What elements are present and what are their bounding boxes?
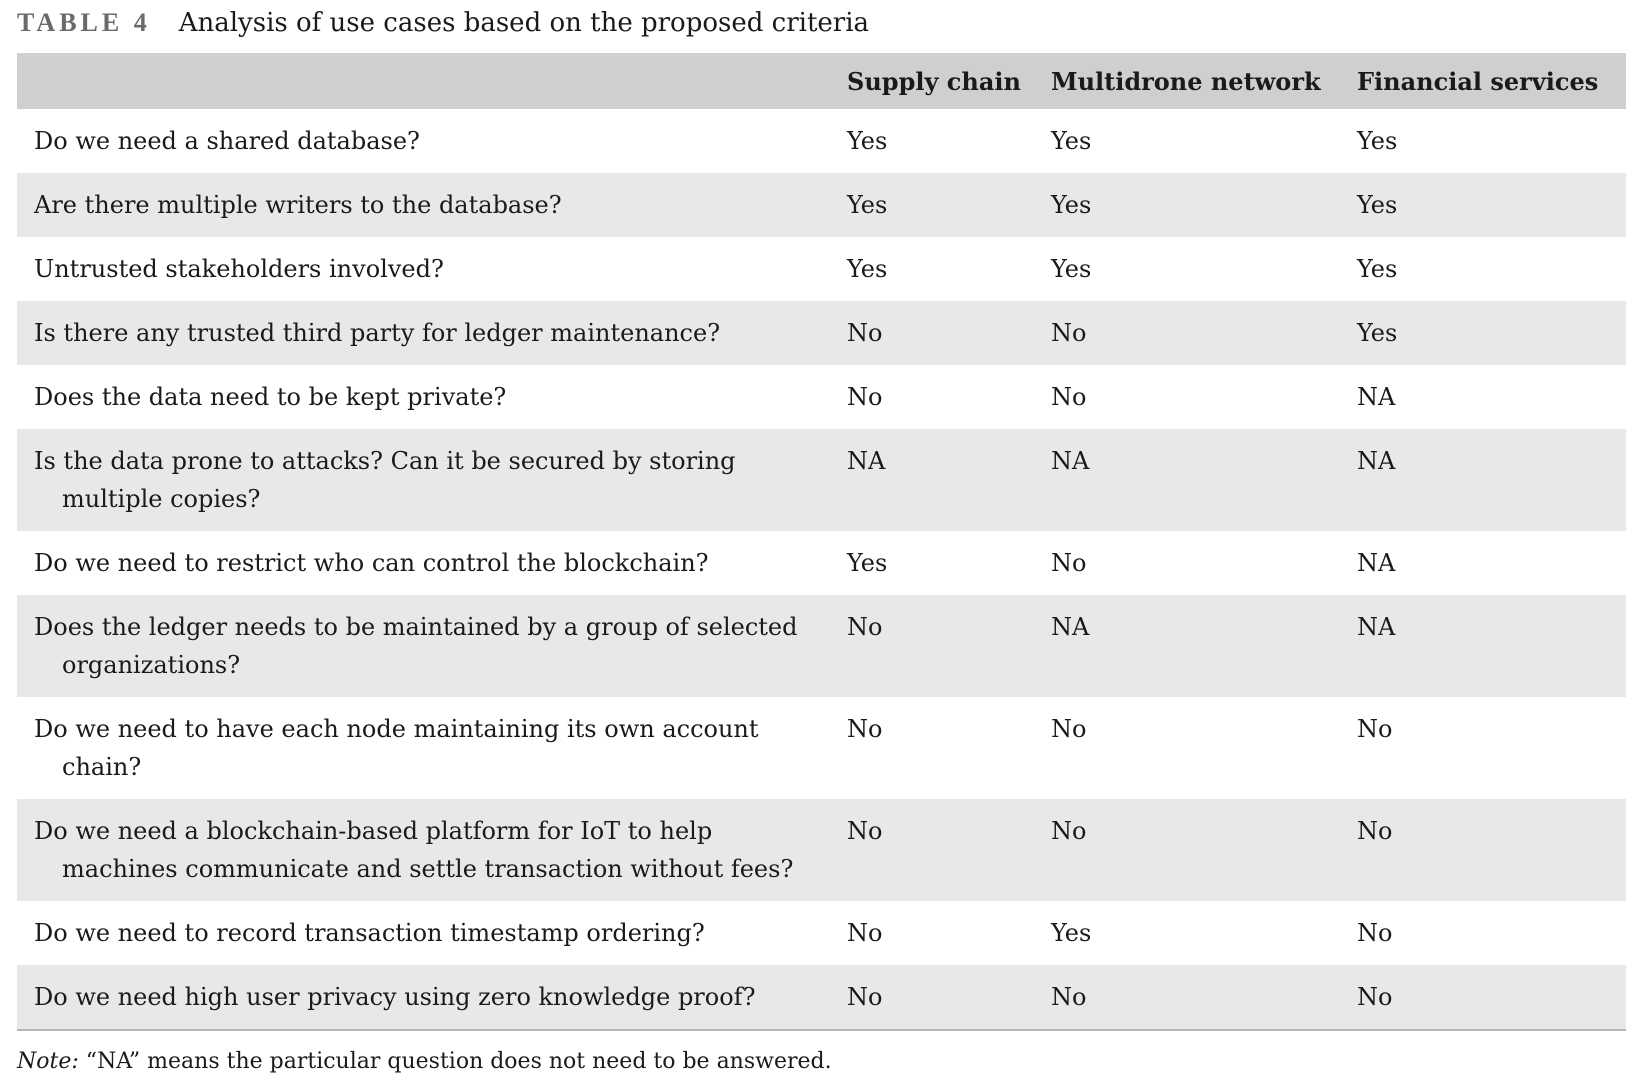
multidrone-cell: NA [1051, 595, 1357, 697]
supply-chain-cell: No [847, 595, 1051, 697]
criteria-table [17, 53, 1626, 1031]
question-cell [17, 173, 847, 237]
header-blank [17, 53, 847, 109]
question-text: Do we need a shared database? [34, 127, 420, 155]
table-row [17, 965, 1626, 1030]
question-text: Do we need to restrict who can control the blockchain? [34, 549, 709, 577]
question-cell [17, 237, 847, 301]
question-text: Is there any trusted third party for ledger maintenance? [34, 319, 721, 347]
supply-chain-cell: Yes [847, 255, 888, 283]
supply-chain-cell: No [847, 715, 883, 743]
financial-cell: NA [1357, 549, 1396, 577]
supply-chain-cell: No [847, 383, 883, 411]
multidrone-cell: Yes [1051, 173, 1357, 237]
financial-cell: Yes [1357, 255, 1398, 283]
table-note [17, 1049, 1626, 1074]
question-cell [17, 109, 847, 173]
table-row [17, 697, 1626, 799]
multidrone-cell: No [1051, 301, 1357, 365]
question-text: Do we need to have each node maintaining its own account chain? [34, 715, 759, 781]
supply-chain-cell: No [847, 965, 1051, 1030]
question-text: Does the ledger needs to be maintained by a group of selected organizations? [34, 613, 798, 679]
question-cell [17, 799, 847, 901]
question-cell [17, 531, 847, 595]
note-lead: Note: [17, 1049, 79, 1074]
question-text: Untrusted stakeholders involved? [34, 255, 444, 283]
financial-cell: No [1357, 919, 1393, 947]
financial-cell: No [1357, 965, 1626, 1030]
multidrone-cell: Yes [1051, 919, 1092, 947]
multidrone-cell: Yes [1051, 127, 1092, 155]
table-row [17, 595, 1626, 697]
financial-cell: NA [1357, 595, 1626, 697]
financial-cell: Yes [1357, 173, 1626, 237]
multidrone-cell: NA [1051, 429, 1357, 531]
table-row [17, 109, 1626, 173]
question-text: Is the data prone to attacks? Can it be secured by storing multiple copies? [34, 447, 736, 513]
supply-chain-cell: No [847, 799, 1051, 901]
financial-cell: Yes [1357, 127, 1398, 155]
financial-cell: Yes [1357, 301, 1626, 365]
question-text: Does the data need to be kept private? [34, 383, 507, 411]
table-number: TABLE 4 [17, 7, 151, 37]
table-row [17, 173, 1626, 237]
financial-cell: NA [1357, 383, 1396, 411]
table-row [17, 531, 1626, 595]
note-text: “NA” means the particular question does not need to be answered. [78, 1049, 832, 1074]
question-cell [17, 301, 847, 365]
supply-chain-cell: Yes [847, 549, 888, 577]
multidrone-cell: No [1051, 549, 1087, 577]
table-row [17, 429, 1626, 531]
question-cell [17, 595, 847, 697]
header-supply-chain: Supply chain [847, 53, 1051, 109]
multidrone-cell: No [1051, 965, 1357, 1030]
header-row [17, 53, 1626, 109]
financial-cell: No [1357, 715, 1393, 743]
supply-chain-cell: Yes [847, 173, 1051, 237]
question-cell [17, 965, 847, 1030]
table-row [17, 901, 1626, 965]
multidrone-cell: No [1051, 715, 1087, 743]
question-cell [17, 901, 847, 965]
table-row [17, 237, 1626, 301]
table-caption [17, 0, 1626, 45]
table-title: Analysis of use cases based on the proposed criteria [178, 7, 870, 38]
table-row [17, 365, 1626, 429]
supply-chain-cell: NA [847, 429, 1051, 531]
question-cell [17, 429, 847, 531]
supply-chain-cell: Yes [847, 127, 888, 155]
supply-chain-cell: No [847, 919, 883, 947]
multidrone-cell: Yes [1051, 255, 1092, 283]
financial-cell: No [1357, 799, 1626, 901]
multidrone-cell: No [1051, 383, 1087, 411]
table-figure [17, 0, 1626, 1074]
supply-chain-cell: No [847, 301, 1051, 365]
financial-cell: NA [1357, 429, 1626, 531]
table-row [17, 799, 1626, 901]
question-text: Are there multiple writers to the database? [34, 191, 562, 219]
header-multidrone-network: Multidrone network [1051, 53, 1357, 109]
question-cell [17, 697, 847, 799]
question-text: Do we need high user privacy using zero knowledge proof? [34, 983, 756, 1011]
table-row [17, 301, 1626, 365]
question-text: Do we need to record transaction timestamp ordering? [34, 919, 705, 947]
header-financial-services: Financial services [1357, 53, 1626, 109]
question-cell [17, 365, 847, 429]
question-text: Do we need a blockchain-based platform for IoT to help machines communicate and settle transaction without fees? [34, 817, 794, 883]
multidrone-cell: No [1051, 799, 1357, 901]
